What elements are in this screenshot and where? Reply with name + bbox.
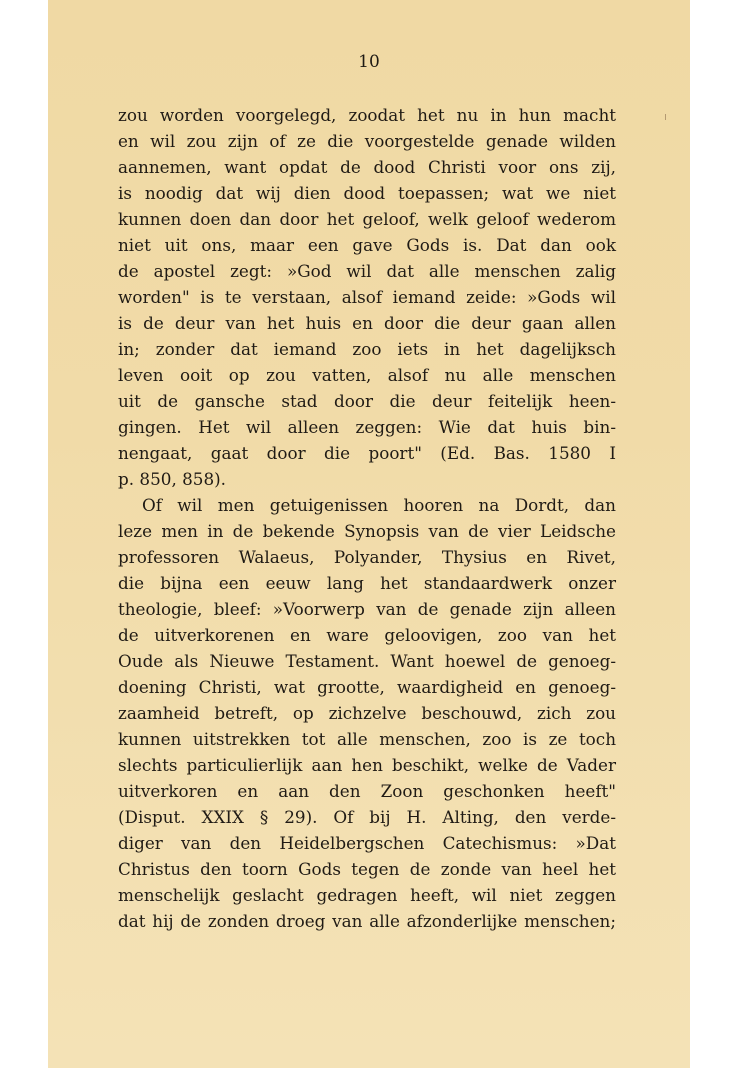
text-line: is de deur van het huis en door die deur gaan allen — [118, 313, 616, 333]
text-line: uitverkoren en aan den Zoon geschonken heeft" — [118, 781, 616, 801]
text-line: doening Christi, wat grootte, waardigheid en genoeg- — [118, 677, 616, 697]
text-line: theologie, bleef: »Voorwerp van de genade zijn alleen — [118, 599, 616, 619]
text-line: diger van den Heidelbergschen Catechismus: »Dat — [118, 833, 616, 853]
text-line: in; zonder dat iemand zoo iets in het dagelijksch — [118, 339, 616, 359]
text-line: zou worden voorgelegd, zoodat het nu in hun macht — [118, 105, 616, 125]
text-line: is noodig dat wij dien dood toepassen; wat we niet — [118, 183, 616, 203]
text-line: slechts particulierlijk aan hen beschikt, welke de Vader — [118, 755, 616, 775]
text-line: de uitverkorenen en ware geloovigen, zoo van het — [118, 625, 616, 645]
text-line: uit de gansche stad door die deur feitelijk heen- — [118, 391, 616, 411]
text-line: niet uit ons, maar een gave Gods is. Dat dan ook — [118, 235, 616, 255]
text-line: professoren Walaeus, Polyander, Thysius en Rivet, — [118, 547, 616, 567]
body-text — [118, 102, 616, 934]
text-line: de apostel zegt: »God wil dat alle menschen zalig — [118, 261, 616, 281]
page-number: 10 — [358, 52, 380, 72]
text-line: aannemen, want opdat de dood Christi voor ons zij, — [118, 157, 616, 177]
text-line: zaamheid betreft, op zichzelve beschouwd, zich zou — [118, 703, 616, 723]
text-line: kunnen uitstrekken tot alle menschen, zoo is ze toch — [118, 729, 616, 749]
text-line: (Disput. XXIX § 29). Of bij H. Alting, den verde- — [118, 807, 616, 827]
text-line: gingen. Het wil alleen zeggen: Wie dat huis bin- — [118, 417, 616, 437]
text-line: en wil zou zijn of ze die voorgestelde genade wilden — [118, 131, 616, 151]
text-line: leven ooit op zou vatten, alsof nu alle menschen — [118, 365, 616, 385]
book-page — [48, 0, 690, 1068]
text-line: Christus den toorn Gods tegen de zonde van heel het — [118, 859, 616, 879]
paper-speck — [665, 114, 666, 120]
text-line: menschelijk geslacht gedragen heeft, wil niet zeggen — [118, 885, 616, 905]
text-line: Oude als Nieuwe Testament. Want hoewel de genoeg- — [118, 651, 616, 671]
text-line: Of wil men getuigenissen hooren na Dordt, dan — [142, 495, 616, 515]
text-line: leze men in de bekende Synopsis van de vier Leidsche — [118, 521, 616, 541]
text-line: worden" is te verstaan, alsof iemand zeide: »Gods wil — [118, 287, 616, 307]
text-line: p. 850, 858). — [118, 469, 227, 489]
text-line: die bijna een eeuw lang het standaardwerk onzer — [118, 573, 616, 593]
text-line: dat hij de zonden droeg van alle afzonderlijke menschen; — [118, 911, 616, 931]
text-line: nengaat, gaat door die poort" (Ed. Bas. 1580 I — [118, 443, 616, 463]
text-line: kunnen doen dan door het geloof, welk geloof wederom — [118, 209, 616, 229]
